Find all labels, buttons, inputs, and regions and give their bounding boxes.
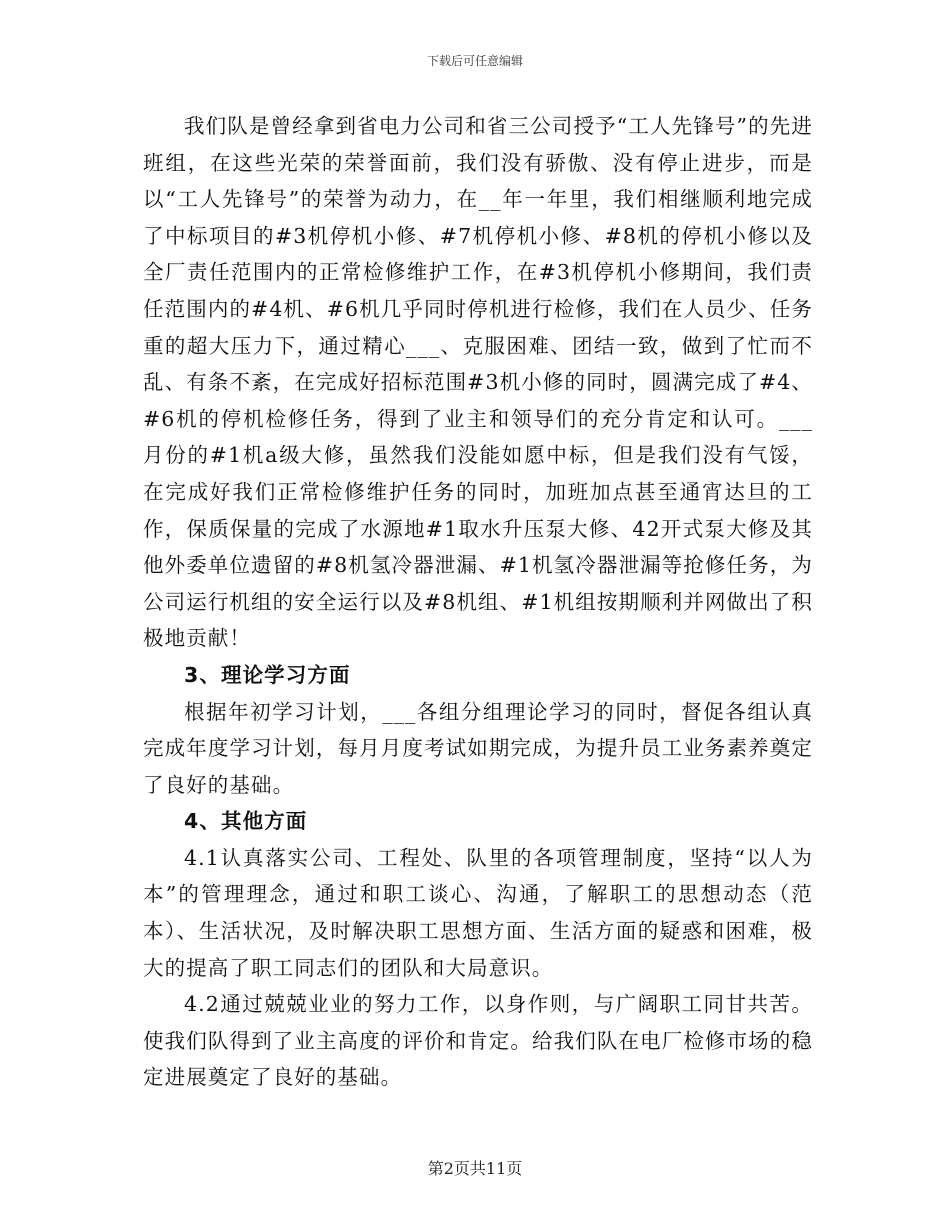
page-header: 下载后可任意编辑 <box>426 54 523 68</box>
page-number-footer: 第2页共11页 <box>427 1159 523 1178</box>
section-heading-theory-study: 3、理论学习方面 <box>184 662 351 687</box>
paragraph-theory-study: 根据年初学习计划，___各组分组理论学习的同时，督促各组认真完成年度学习计划，每月月度考试如期完成，为提升员工业务素养奠定了良好的基础。 <box>143 699 813 797</box>
paragraph-other-4-1: 4.1认真落实公司、工程处、队里的各项管理制度，坚持“以人为本”的管理理念，通过和职工谈心、沟通，了解职工的思想动态（范本）、生活状况，及时解决职工思想方面、生活方面的疑惑和困难，极大的提高了职工同志们的团队和大局意识。 <box>143 845 813 980</box>
document-body <box>143 108 813 1096</box>
paragraph-achievements: 我们队是曾经拿到省电力公司和省三公司授予“工人先锋号”的先进班组，在这些光荣的荣誉面前，我们没有骄傲、没有停止进步，而是以“工人先锋号”的荣誉为动力，在__年一年里，我们相继顺利地完成了中标项目的#3机停机小修、#7机停机小修、#8机的停机小修以及全厂责任范围内的正常检修维护工作，在#3机停机小修期间，我们责任范围内的#4机、#6机几乎同时停机进行检修，我们在人员少、任务重的超大压力下，通过精心___、克服困难、团结一致，做到了忙而不乱、有条不紊，在完成好招标范围#3机小修的同时，圆满完成了#4、#6机的停机检修任务，得到了业主和领导们的充分肯定和认可。___月份的#1机a级大修，虽然我们没能如愿中标，但是我们没有气馁，在完成好我们正常检修维护任务的同时，加班加点甚至通宵达旦的工作，保质保量的完成了水源地#1取水升压泵大修、42开式泵大修及其他外委单位遗留的#8机氢冷器泄漏、#1机氢冷器泄漏等抢修任务，为公司运行机组的安全运行以及#8机组、#1机组按期顺利并网做出了积极地贡献！ <box>143 114 813 651</box>
paragraph-other-4-2: 4.2通过兢兢业业的努力工作，以身作则，与广阔职工同甘共苦。使我们队得到了业主高度的评价和肯定。给我们队在电厂检修市场的稳定进展奠定了良好的基础。 <box>143 992 813 1090</box>
section-heading-other: 4、其他方面 <box>184 809 308 834</box>
